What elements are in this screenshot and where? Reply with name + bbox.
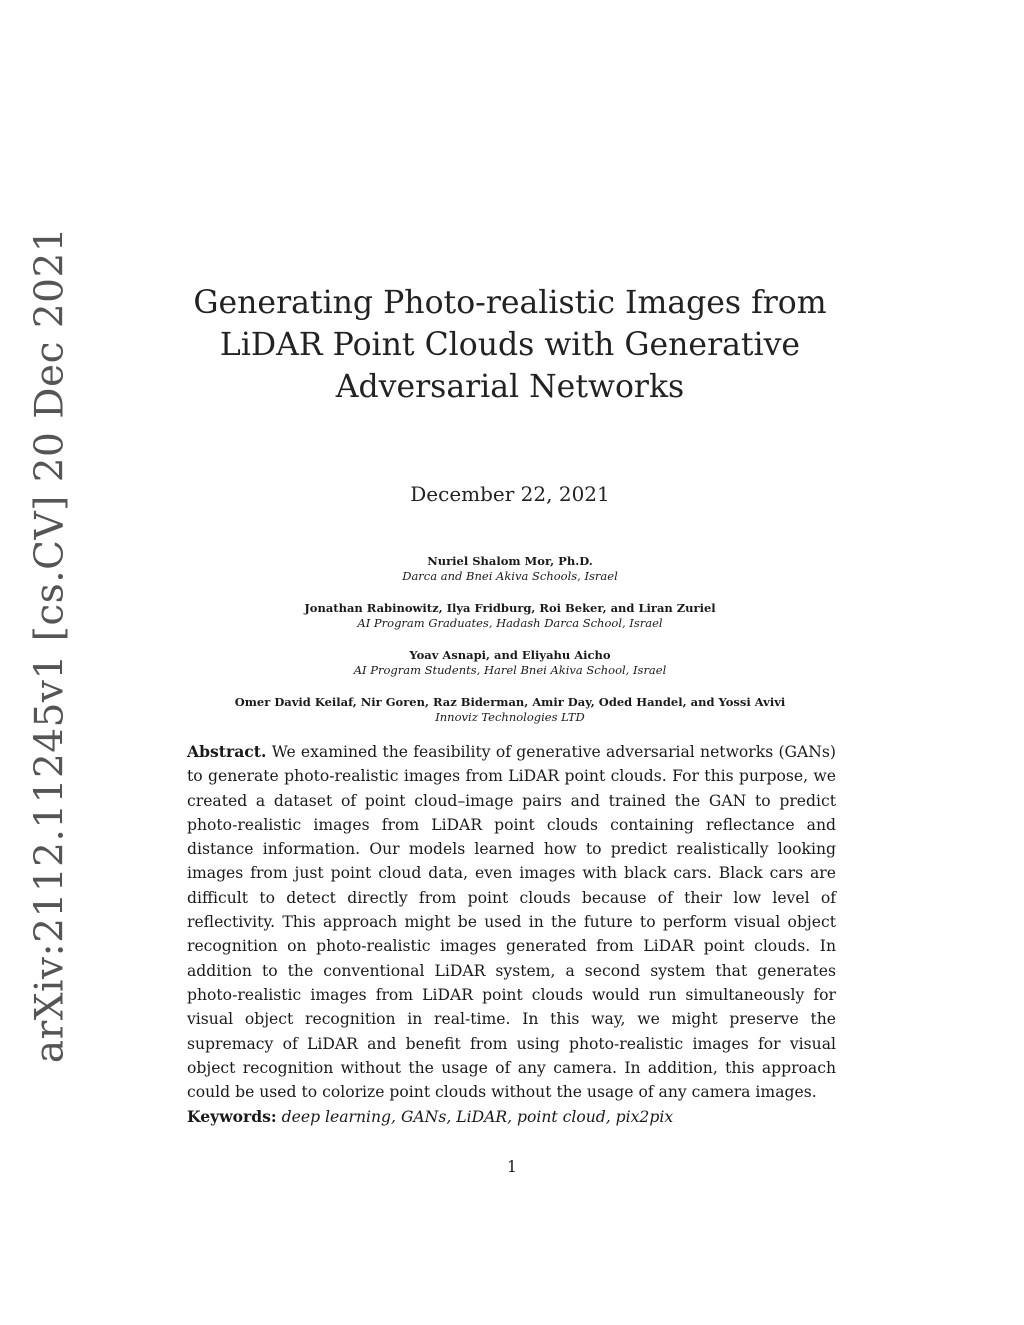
page-number: 1 [507, 1158, 517, 1176]
author-affiliation: AI Program Students, Harel Bnei Akiva School, Israel [353, 663, 667, 677]
title-line-3: Adversarial Networks [335, 369, 685, 405]
author-group-3 [170, 647, 850, 678]
author-names: Omer David Keilaf, Nir Goren, Raz Biderman, Amir Day, Oded Handel, and Yossi Avivi [234, 695, 786, 709]
paper-date: December 22, 2021 [410, 482, 610, 506]
abstract-text: We examined the feasibility of generative adversarial networks (GANs) to generate photo-realistic images from LiDAR point clouds. For this purpose, we created a dataset of point cloud–image pairs and trained the GAN to predict photo-realistic images from LiDAR point clouds containing reflectance and distance information. Our models learned how to predict realistically looking images from just point cloud data, even images with black cars. Black cars are difficult to detect directly from point clouds because of their low level of reflectivity. This approach might be used in the future to perform visual object recognition on photo-realistic images generated from LiDAR point clouds. In addition to the conventional LiDAR system, a second system that generates photo-realistic images from LiDAR point clouds would run simultaneously for visual object recognition in real-time. In this way, we might preserve the supremacy of LiDAR and benefit from using photo-realistic images for visual object recognition without the usage of any camera. In addition, this approach could be used to colorize point clouds without the usage of any camera images. [187, 743, 836, 1102]
author-names: Jonathan Rabinowitz, Ilya Fridburg, Roi Beker, and Liran Zuriel [304, 601, 716, 615]
abstract [187, 740, 836, 1104]
author-group-1 [170, 553, 850, 584]
author-names: Yoav Asnapi, and Eliyahu Aicho [409, 648, 611, 662]
author-affiliation: Darca and Bnei Akiva Schools, Israel [402, 569, 618, 583]
author-affiliation: Innoviz Technologies LTD [435, 710, 585, 724]
author-group-2 [170, 600, 850, 631]
paper-title [180, 282, 840, 408]
author-names: Nuriel Shalom Mor, Ph.D. [427, 554, 593, 568]
keywords [187, 1105, 836, 1129]
author-group-4 [170, 694, 850, 725]
keywords-label: Keywords: [187, 1107, 277, 1126]
author-affiliation: AI Program Graduates, Hadash Darca School, Israel [357, 616, 663, 630]
title-line-2: LiDAR Point Clouds with Generative [219, 327, 801, 363]
keywords-text: deep learning, GANs, LiDAR, point cloud, pix2pix [281, 1108, 674, 1126]
arxiv-identifier-stamp: arXiv:2112.11245v1 [cs.CV] 20 Dec 2021 [27, 226, 73, 1064]
abstract-label: Abstract. [187, 742, 267, 761]
title-line-1: Generating Photo-realistic Images from [193, 285, 827, 321]
